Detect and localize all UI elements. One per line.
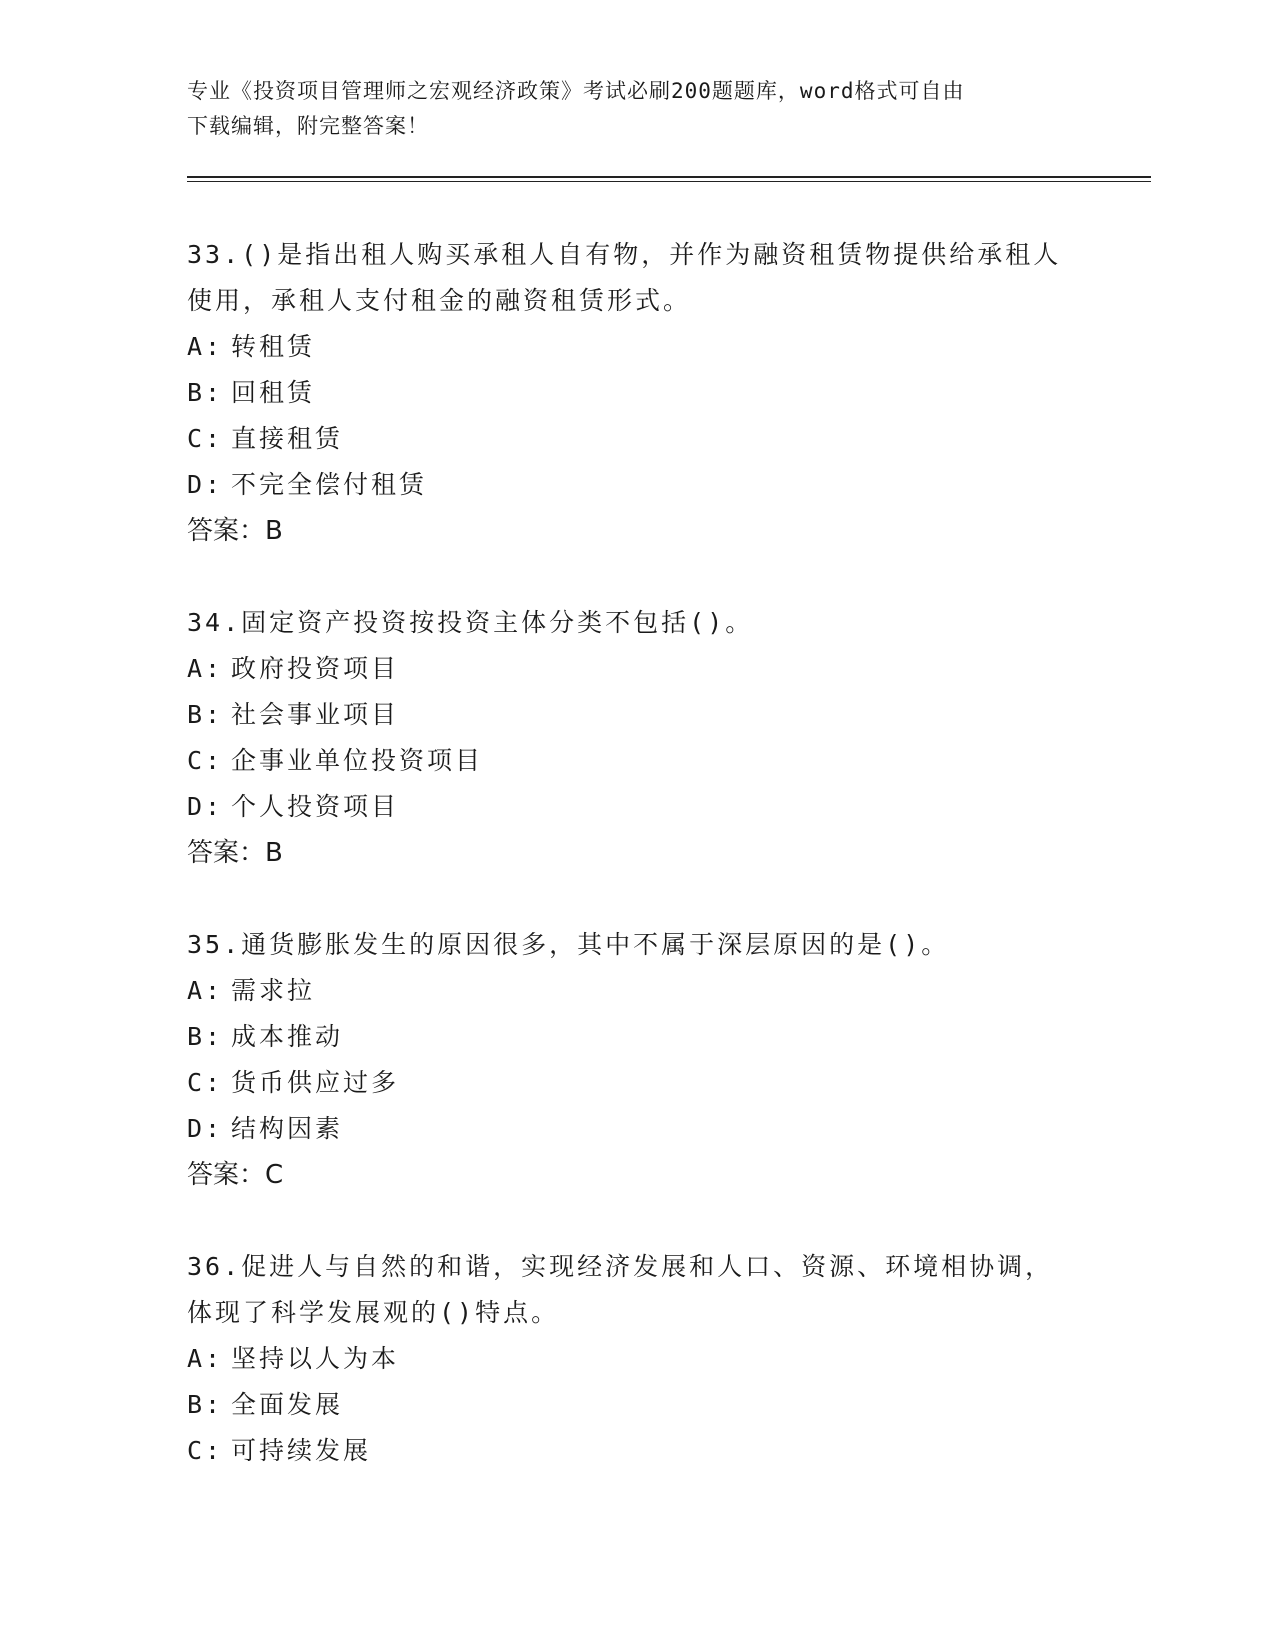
answer-line: 答案：B [187, 516, 283, 546]
question-33 [187, 232, 1087, 554]
option-text: 个人投资项目 [231, 792, 400, 821]
option-b [187, 370, 1087, 416]
question-stem-line-1: 36.促进人与自然的和谐，实现经济发展和人口、资源、环境相协调， [187, 1252, 1054, 1281]
answer-line: 答案：C [187, 1160, 284, 1190]
option-letter: B: [187, 378, 224, 407]
answer-line: 答案：B [187, 838, 283, 868]
option-a [187, 646, 1087, 692]
option-text: 成本推动 [231, 1022, 344, 1051]
option-b [187, 1014, 1087, 1060]
option-c [187, 1428, 1087, 1474]
document-header [187, 74, 1087, 144]
option-letter: C: [187, 746, 224, 775]
question-stem [187, 922, 1087, 968]
question-gap [187, 876, 1087, 922]
header-line-2: 下载编辑，附完整答案！ [187, 114, 429, 138]
option-text: 坚持以人为本 [231, 1344, 400, 1373]
option-c [187, 738, 1087, 784]
question-stem [187, 600, 1087, 646]
option-a [187, 968, 1087, 1014]
option-a [187, 1336, 1087, 1382]
question-35 [187, 922, 1087, 1198]
header-divider-thin [187, 181, 1151, 182]
question-gap [187, 554, 1087, 600]
question-stem [187, 232, 1087, 324]
question-36 [187, 1244, 1087, 1474]
option-letter: B: [187, 1390, 224, 1419]
option-letter: C: [187, 1436, 224, 1465]
option-text: 企事业单位投资项目 [231, 746, 484, 775]
question-stem [187, 1244, 1087, 1336]
option-letter: C: [187, 424, 224, 453]
option-letter: D: [187, 792, 224, 821]
option-d [187, 1106, 1087, 1152]
option-text: 转租赁 [231, 332, 316, 361]
option-text: 社会事业项目 [231, 700, 400, 729]
option-text: 不完全偿付租赁 [231, 470, 428, 499]
option-letter: A: [187, 332, 224, 361]
option-text: 回租赁 [231, 378, 316, 407]
option-text: 货币供应过多 [231, 1068, 400, 1097]
option-letter: A: [187, 1344, 224, 1373]
question-stem-line-1: 35.通货膨胀发生的原因很多，其中不属于深层原因的是()。 [187, 930, 950, 959]
option-a [187, 324, 1087, 370]
question-34 [187, 600, 1087, 876]
option-letter: B: [187, 1022, 224, 1051]
option-letter: C: [187, 1068, 224, 1097]
question-stem-line-1: 34.固定资产投资按投资主体分类不包括()。 [187, 608, 754, 637]
header-line-1: 专业《投资项目管理师之宏观经济政策》考试必刷200题题库，word格式可自由 [187, 79, 965, 103]
option-c [187, 1060, 1087, 1106]
header-divider-thick [187, 176, 1151, 178]
question-stem-line-2: 体现了科学发展观的()特点。 [187, 1298, 560, 1327]
option-letter: A: [187, 976, 224, 1005]
option-text: 全面发展 [231, 1390, 344, 1419]
option-letter: B: [187, 700, 224, 729]
option-text: 可持续发展 [231, 1436, 372, 1465]
option-b [187, 1382, 1087, 1428]
question-list [187, 232, 1087, 1474]
option-letter: D: [187, 470, 224, 499]
option-d [187, 784, 1087, 830]
option-letter: D: [187, 1114, 224, 1143]
option-c [187, 416, 1087, 462]
question-stem-line-1: 33.()是指出租人购买承租人自有物，并作为融资租赁物提供给承租人 [187, 240, 1062, 269]
question-gap [187, 1198, 1087, 1244]
option-b [187, 692, 1087, 738]
option-letter: A: [187, 654, 224, 683]
option-text: 直接租赁 [231, 424, 344, 453]
option-text: 政府投资项目 [231, 654, 400, 683]
option-d [187, 462, 1087, 508]
question-stem-line-2: 使用，承租人支付租金的融资租赁形式。 [187, 286, 692, 315]
option-text: 结构因素 [231, 1114, 344, 1143]
option-text: 需求拉 [231, 976, 316, 1005]
